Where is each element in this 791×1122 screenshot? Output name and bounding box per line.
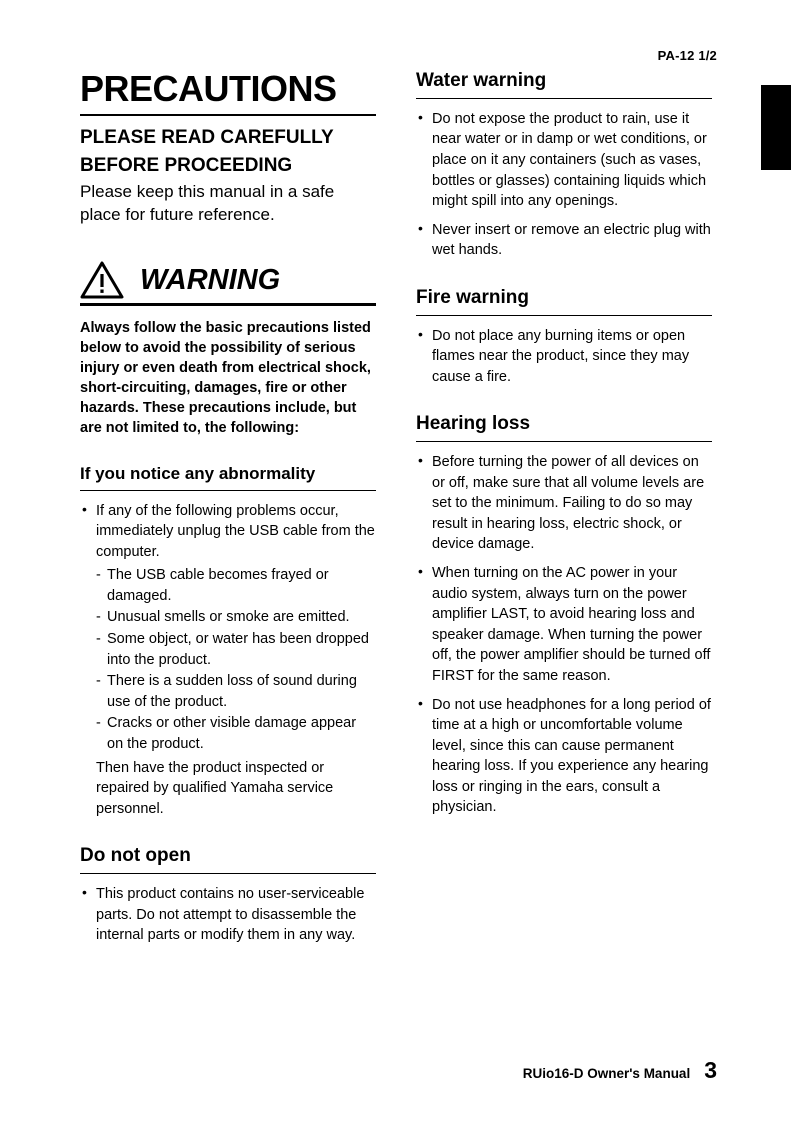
bullet-list xyxy=(80,501,376,820)
list-item xyxy=(80,501,376,820)
sub-list-item: - There is a sudden loss of sound during use of the product. xyxy=(96,671,376,712)
warning-banner xyxy=(80,261,376,438)
section-divider xyxy=(416,98,712,99)
sub-list-item: - The USB cable becomes frayed or damaged. xyxy=(96,565,376,606)
section-fire-warning xyxy=(416,287,712,388)
section-heading: Do not open xyxy=(80,845,191,867)
list-item: • Do not expose the product to rain, use it near water or in damp or wet conditions, or place on it any containers (such as vases, bottles or glasses) containing liquids which might spill into any openings. xyxy=(416,109,712,212)
title-divider xyxy=(80,114,376,116)
bullet-list xyxy=(416,452,712,818)
footer-manual-title: RUio16-D Owner's Manual xyxy=(522,1066,691,1081)
section-do-not-open xyxy=(80,845,376,946)
section-hearing-loss xyxy=(416,413,712,818)
sub-list xyxy=(96,565,376,754)
bullet-list xyxy=(416,326,712,388)
lead-paragraph: Please keep this manual in a safe place for future reference. xyxy=(80,182,335,225)
section-heading: Fire warning xyxy=(416,286,529,308)
section-divider xyxy=(416,315,712,316)
bullet-list xyxy=(416,109,712,261)
warning-triangle-icon xyxy=(80,261,124,299)
section-heading: If you notice any abnormality xyxy=(80,464,316,484)
bullet-text: If any of the following problems occur, immediately unplug the USB cable from the computer. xyxy=(96,502,375,560)
section-divider xyxy=(416,441,712,442)
list-item: • When turning on the AC power in your audio system, always turn on the power amplifier LAST, to avoid hearing loss and speaker damage. When turning the power off, the power amplifier should be turned off FIRST for the same reason. xyxy=(416,563,712,686)
sub-list-item: - Unusual smells or smoke are emitted. xyxy=(96,607,376,628)
subtitle-line-1: PLEASE READ CAREFULLY xyxy=(80,126,334,148)
bullet-list xyxy=(80,884,376,946)
list-item: • This product contains no user-serviceable parts. Do not attempt to disassemble the internal parts or modify them in any way. xyxy=(80,884,376,946)
page-code: PA-12 1/2 xyxy=(657,48,717,63)
subtitle-line-2: BEFORE PROCEEDING xyxy=(80,154,293,176)
page-title: PRECAUTIONS xyxy=(80,68,337,109)
sub-list-item: - Cracks or other visible damage appear on the product. xyxy=(96,713,376,754)
sub-list-item: - Some object, or water has been dropped into the product. xyxy=(96,629,376,670)
bullet-closing-text: Then have the product inspected or repaired by qualified Yamaha service personnel. xyxy=(96,759,334,817)
list-item: • Do not place any burning items or open flames near the product, since they may cause a fire. xyxy=(416,326,712,388)
list-item: • Do not use headphones for a long period of time at a high or uncomfortable volume level, since this can cause permanent hearing loss. If you experience any hearing loss or ringing in the ears, consult a physician. xyxy=(416,695,712,818)
list-item: • Before turning the power of all devices on or off, make sure that all volume levels are set to the minimum. Failing to do so may result in hearing loss, electric shock, or device damage. xyxy=(416,452,712,555)
footer-page-number: 3 xyxy=(704,1057,717,1083)
section-water-warning xyxy=(416,70,712,261)
warning-intro-text: Always follow the basic precautions listed below to avoid the possibility of serious injury or even death from electrical shock, short-circuiting, damages, fire or other hazards. These precautions include, but are not limited to, the following: xyxy=(80,320,371,437)
warning-divider xyxy=(80,303,376,306)
edge-thumb-tab xyxy=(761,85,791,170)
section-divider xyxy=(80,873,376,874)
warning-label: WARNING xyxy=(140,263,281,296)
section-divider xyxy=(80,490,376,491)
left-column xyxy=(80,70,376,954)
right-column xyxy=(416,70,712,826)
section-abnormality xyxy=(80,464,376,819)
list-item: • Never insert or remove an electric plug with wet hands. xyxy=(416,220,712,261)
page-footer xyxy=(523,1057,717,1084)
section-heading: Water warning xyxy=(416,70,547,91)
section-heading: Hearing loss xyxy=(416,413,531,435)
